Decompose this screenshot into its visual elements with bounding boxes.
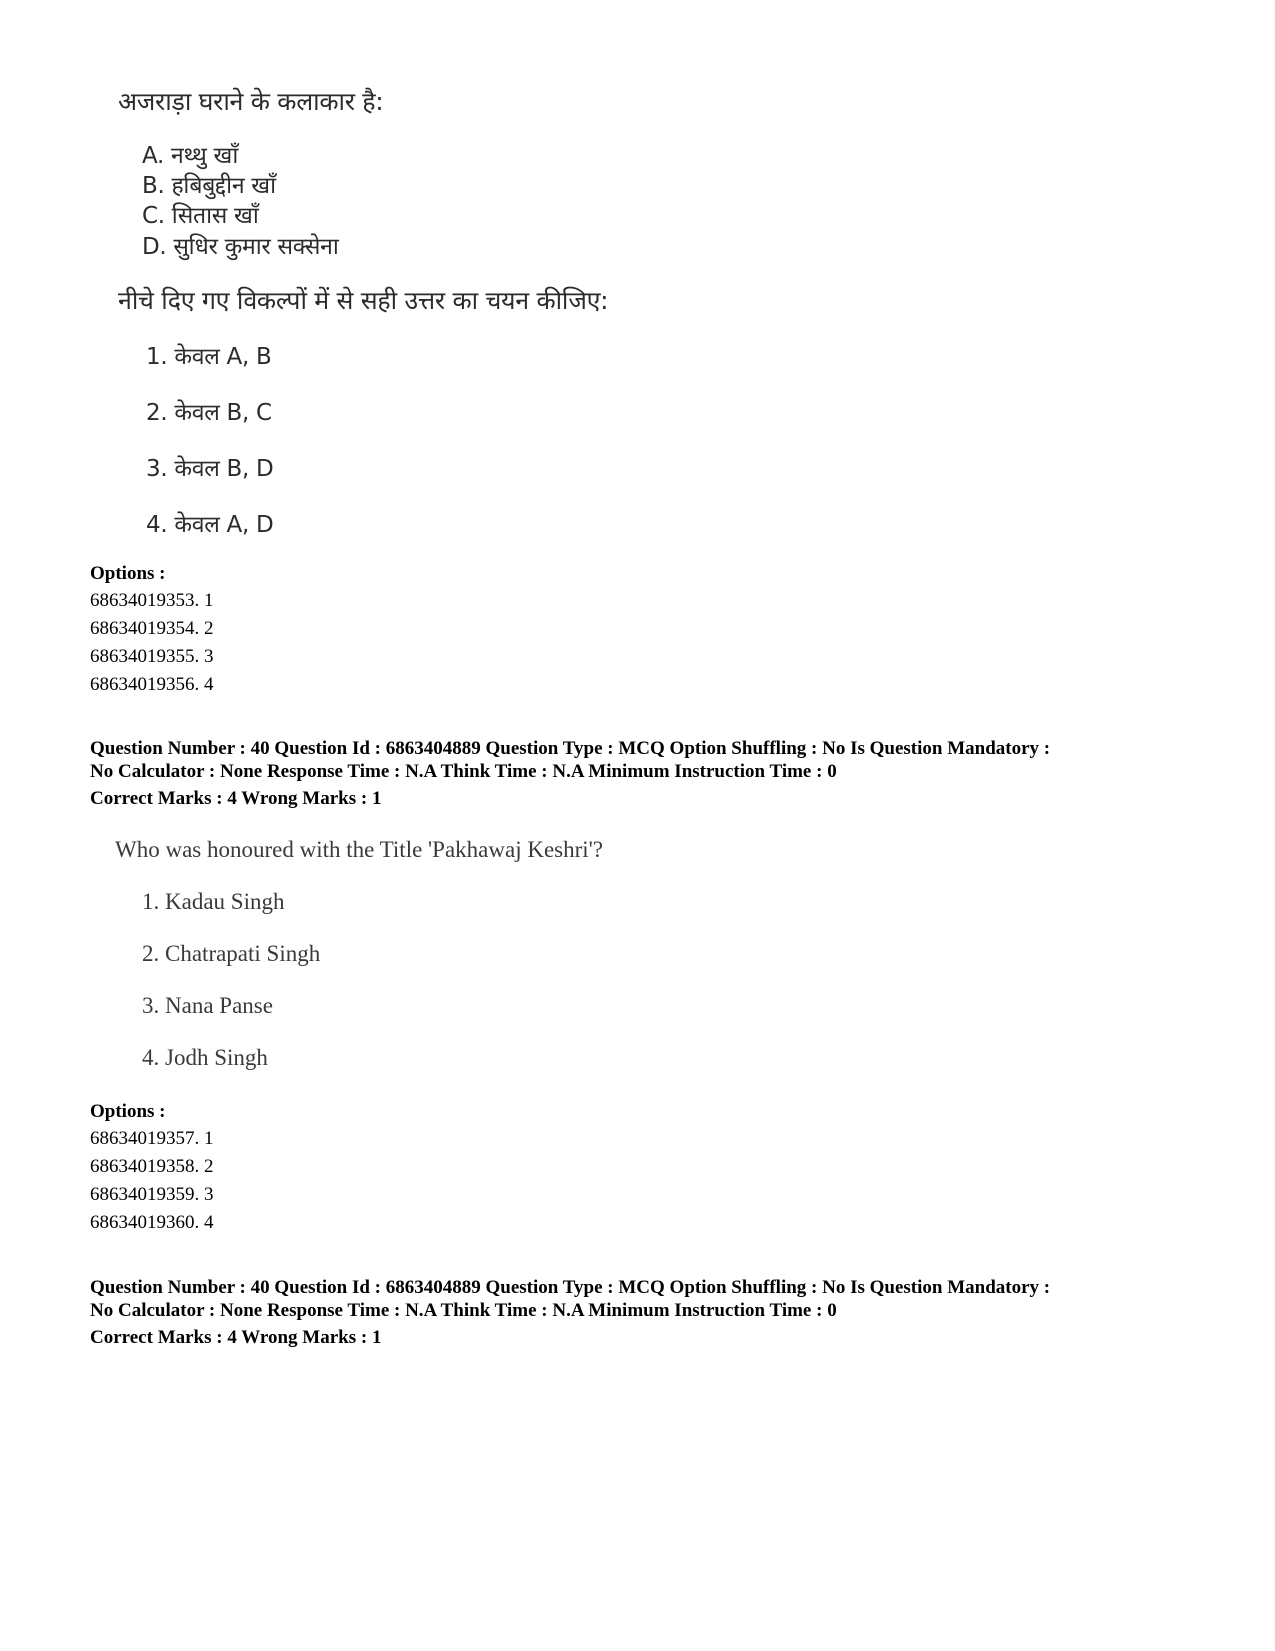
q40-stem: Who was honoured with the Title 'Pakhawaj Keshri'?: [115, 837, 604, 862]
q40-choice-2: 2. Chatrapati Singh: [142, 941, 321, 966]
q40-meta-line2: No Calculator : None Response Time : N.A Think Time : N.A Minimum Instruction Time : 0: [90, 761, 837, 782]
q40-meta-line1: Question Number : 40 Question Id : 6863404889 Question Type : MCQ Option Shuffling : No Is Question Mandatory :: [90, 738, 1051, 759]
q40-option-2: 68634019358. 2: [90, 1156, 214, 1177]
q40-choice-1: 1. Kadau Singh: [142, 889, 285, 914]
q39-statement-a: A. नथ्थु खाँ: [142, 143, 238, 169]
q40-marks: Correct Marks : 4 Wrong Marks : 1: [90, 788, 382, 809]
q39-choice-1: 1. केवल A, B: [146, 344, 272, 370]
q39-stem: अजराड़ा घराने के कलाकार है:: [118, 87, 384, 116]
q40-option-3: 68634019359. 3: [90, 1184, 214, 1205]
q39-option-3: 68634019355. 3: [90, 646, 214, 667]
q39-choice-2: 2. केवल B, C: [146, 400, 272, 426]
q39-statement-c: C. सितास खाँ: [142, 203, 259, 229]
q39-choice-3: 3. केवल B, D: [146, 456, 274, 482]
q40-choice-4: 4. Jodh Singh: [142, 1045, 268, 1070]
q40-repeat-marks: Correct Marks : 4 Wrong Marks : 1: [90, 1327, 382, 1348]
q39-option-4: 68634019356. 4: [90, 674, 214, 695]
q39-statement-d: D. सुधिर कुमार सक्सेना: [142, 234, 339, 260]
q40-option-4: 68634019360. 4: [90, 1212, 214, 1233]
q40-repeat-meta-line2: No Calculator : None Response Time : N.A Think Time : N.A Minimum Instruction Time : 0: [90, 1300, 837, 1321]
q39-statement-b: B. हबिबुद्दीन खाँ: [142, 173, 276, 199]
q40-choice-3: 3. Nana Panse: [142, 993, 273, 1018]
q40-repeat-meta-line1: Question Number : 40 Question Id : 6863404889 Question Type : MCQ Option Shuffling : No Is Question Mandatory :: [90, 1277, 1051, 1298]
q40-options-label: Options :: [90, 1101, 166, 1122]
q39-options-label: Options :: [90, 563, 166, 584]
q39-instruction: नीचे दिए गए विकल्पों में से सही उत्तर का चयन कीजिए:: [118, 286, 609, 315]
q40-option-1: 68634019357. 1: [90, 1128, 214, 1149]
q39-choice-4: 4. केवल A, D: [146, 512, 274, 538]
q39-option-1: 68634019353. 1: [90, 590, 214, 611]
q39-option-2: 68634019354. 2: [90, 618, 214, 639]
